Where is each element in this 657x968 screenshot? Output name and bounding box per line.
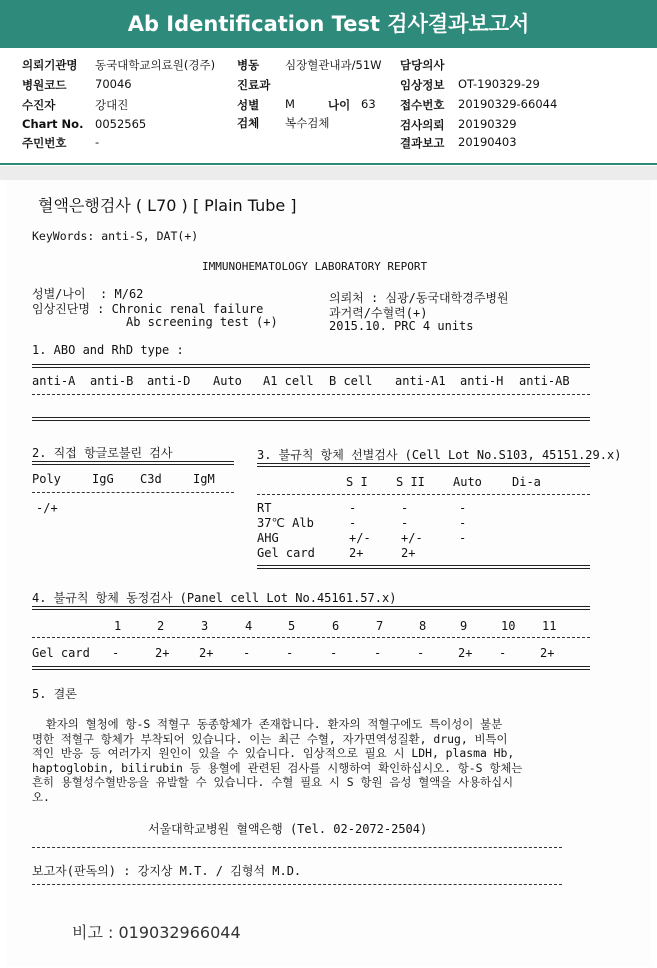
abo-column-header: anti-A1 [395,374,446,388]
screen-cell: 2+ [401,546,416,560]
history-2: 2015.10. PRC 4 units [329,319,474,333]
panel-column-header: 1 [114,619,122,633]
rule [32,606,590,610]
panel-cell: 2+ [155,646,170,660]
reception-label: 접수번호 [400,98,445,112]
conclusion-line: 오. [32,789,50,804]
age-value: 63 [361,97,376,111]
screen-cell: - [459,501,467,515]
lab-title: IMMUNOHEMATOLOGY LABORATORY REPORT [202,260,428,273]
screen-cell: - [401,501,409,515]
rule [32,884,562,885]
abo-column-header: anti-H [460,374,504,388]
screen-column-header: S I [346,475,368,489]
dat-column-header: IgG [92,472,114,486]
abo-column-header: A1 cell [263,374,314,388]
rule [32,666,590,670]
panel-cell: - [417,646,425,660]
sex-value: M [285,97,295,111]
history: 과거력/수혈력(+) [329,306,428,320]
screen-row-label: Gel card [257,546,315,560]
institution-label: 의뢰기관명 [22,58,78,72]
conclusion-line: 환자의 혈청에 항-S 적혈구 동종항체가 존재합니다. 환자의 적혈구에도 특이성이 불분 [32,717,503,731]
clinical-info-value: OT-190329-29 [458,77,540,91]
specimen-label: 검체 [237,116,260,130]
ward-value: 심장혈관내과/51W [285,58,382,72]
chart-label: Chart No. [22,117,84,131]
conclusion-line: 명한 적혈구 항체가 부착되어 있습니다. 이는 최근 수혈, 자가면역성질환, drug, 비특이 [32,731,508,746]
resident-value: - [95,135,100,149]
section4-title: 4. 불규칙 항체 동정검사 (Panel cell Lot No.45161.57.x) [32,591,397,605]
rule [257,463,590,467]
panel-row-label: Gel card [32,646,90,660]
screen-row-label: RT [257,501,272,515]
screen-row-label: AHG [257,531,279,545]
specimen-value: 복수검체 [285,116,330,130]
conclusion-line: 흔히 용혈성수혈반응을 유발할 수 있습니다. 수혈 필요 시 S 항원 음성 혈액을 사용하십시 [32,775,514,789]
sex-label: 성별 [237,98,260,112]
dat-column-header: IgM [193,472,215,486]
rule [32,364,590,368]
diagnosis: 임상진단명 : Chronic renal failure [32,302,264,316]
gray-band [0,166,657,180]
panel-column-header: 3 [201,619,209,633]
abo-column-header: anti-AB [519,374,570,388]
section3-title: 3. 불규칙 항체 선별검사 (Cell Lot No.S103, 45151.29.x) [257,448,622,462]
section2-title: 2. 직접 항글로불린 검사 [32,446,173,460]
section5-title: 5. 결론 [32,687,77,701]
panel-column-header: 8 [419,619,427,633]
panel-column-header: 4 [245,619,253,633]
panel-cell: - [112,646,120,660]
ward-label: 병동 [237,58,260,72]
rule [32,847,562,848]
panel-column-header: 5 [288,619,296,633]
rule [257,565,590,569]
abo-column-header: anti-B [90,374,134,388]
panel-cell: - [374,646,382,660]
screen-cell: - [401,516,409,530]
rule [32,492,234,493]
referral: 의뢰처 : 심광/동국대학경주병원 [329,291,509,305]
screen-cell: - [459,531,467,545]
chart-value: 0052565 [95,117,147,131]
screen-cell: +/- [401,531,423,545]
remarks: 비고 : 019032966044 [72,923,241,942]
panel-cell: - [330,646,338,660]
screen-cell: - [349,501,357,515]
panel-cell: 2+ [458,646,473,660]
dat-column-header: C3d [140,472,162,486]
patient-label: 수진자 [22,98,56,112]
resident-label: 주민번호 [22,136,67,150]
panel-cell: 2+ [199,646,214,660]
header-divider [0,163,657,165]
result-value: 20190403 [458,135,517,149]
patient-value: 강대진 [95,98,129,112]
report-body [6,180,651,966]
screen-column-header: S II [396,475,425,489]
screen-column-header: Auto [453,475,482,489]
panel-column-header: 7 [376,619,384,633]
bloodbank: 서울대학교병원 혈액은행 (Tel. 02-2072-2504) [148,822,428,836]
request-value: 20190329 [458,117,517,131]
age-label: 나이 [328,98,351,112]
abo-column-header: B cell [329,374,373,388]
screen-cell: - [349,516,357,530]
screen-row-label: 37℃ Alb [257,516,314,530]
clinical-info-label: 임상정보 [400,78,445,92]
abo-column-header: anti-A [32,374,76,388]
rule [32,461,234,465]
reception-value: 20190329-66044 [458,97,558,111]
reporter: 보고자(판독의) : 강지상 M.T. / 김형석 M.D. [32,864,302,878]
panel-cell: 2+ [540,646,555,660]
request-label: 검사의뢰 [400,118,445,132]
hospital-code-value: 70046 [95,77,132,91]
sex-age: 성별/나이 : M/62 [32,287,144,301]
screen-cell: 2+ [349,546,364,560]
panel-column-header: 10 [501,619,516,633]
conclusion-line: 적인 반응 등 여러가지 원인이 있을 수 있습니다. 임상적으로 필요 시 LDH, plasma Hb, [32,746,515,760]
keywords: KeyWords: anti-S, DAT(+) [32,229,199,243]
screen-cell: - [459,516,467,530]
institution-value: 동국대학교의료원(경주) [95,58,216,72]
dat-column-header: Poly [32,472,61,486]
result-label: 결과보고 [400,136,445,150]
doctor-label: 담당의사 [400,58,445,72]
report-title: Ab Identification Test 검사결과보고서 [0,0,657,48]
conclusion-line: haptoglobin, bilirubin 등 용혈에 관련된 검사를 시행하여 확인하십시오. 항-S 항체는 [32,760,523,775]
panel-column-header: 6 [332,619,340,633]
rule [32,394,590,395]
hospital-code-label: 병원코드 [22,78,67,92]
abo-column-header: Auto [213,374,242,388]
section1-title: 1. ABO and RhD type : [32,343,184,357]
report-heading: 혈액은행검사 ( L70 ) [ Plain Tube ] [38,196,297,215]
panel-column-header: 11 [542,619,557,633]
abo-column-header: anti-D [147,374,191,388]
dept-label: 진료과 [237,78,271,92]
screen-cell: +/- [349,531,371,545]
panel-column-header: 2 [157,619,165,633]
rule [32,637,590,638]
screen-column-header: Di-a [512,475,541,489]
panel-cell: - [243,646,251,660]
rule [257,494,590,495]
panel-column-header: 9 [460,619,468,633]
dat-value: -/+ [36,501,58,515]
rule [32,417,590,421]
panel-cell: - [499,646,507,660]
diagnosis-2: Ab screening test (+) [126,315,278,329]
panel-cell: - [286,646,294,660]
